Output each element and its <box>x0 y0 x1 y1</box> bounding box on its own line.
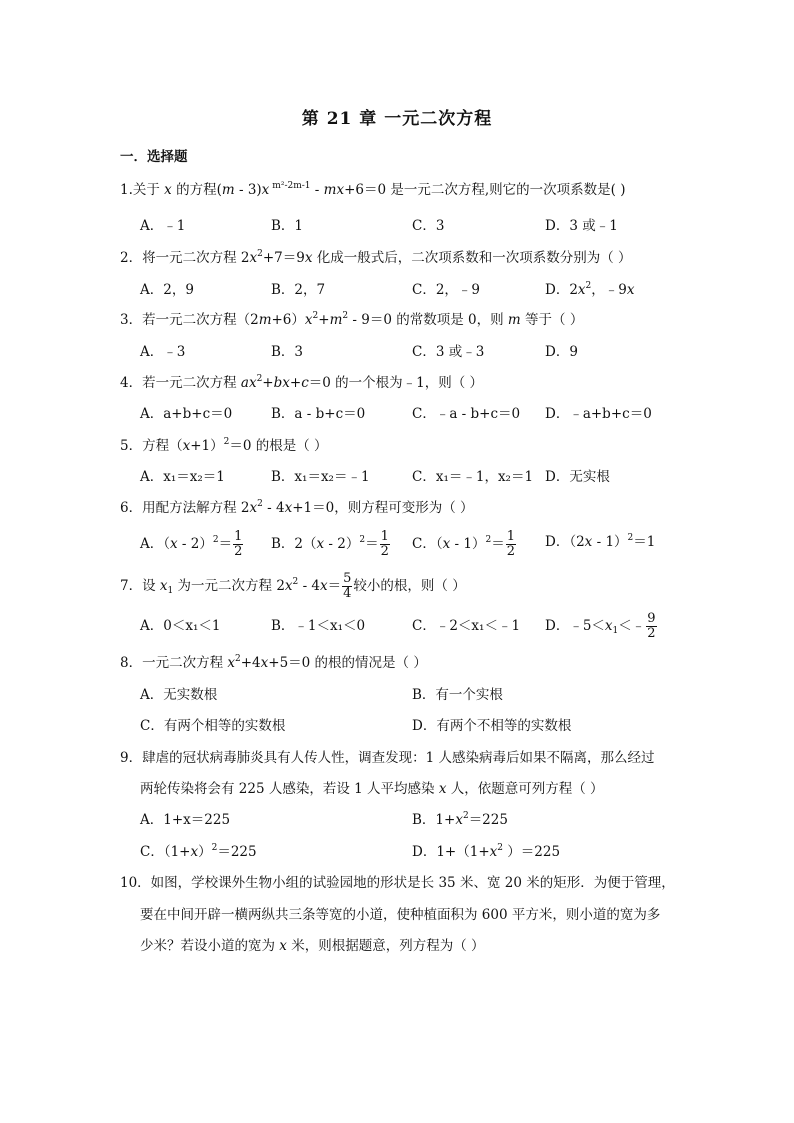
q9-option-c: C．$(1+x)^2=225$ <box>140 843 257 860</box>
q4-option-d: D．﹣a+b+c＝0 <box>545 406 652 422</box>
q2-option-b: B．2，7 <box>271 282 326 298</box>
q8-option-c: C．有两个相等的实数根 <box>140 718 286 734</box>
q7-option-d: D．$﹣5<x_1<﹣$ $\frac{9}{2}$ <box>545 611 656 641</box>
q5-option-b: B．x₁＝x₂＝﹣1 <box>271 469 370 485</box>
fraction: $\frac{1}{2}$ <box>380 529 389 559</box>
q3-option-d: D．9 <box>545 344 578 360</box>
fraction: $\frac{1}{2}$ <box>234 529 243 559</box>
question-10-line-1: 10．如图，学校课外生物小组的试验园地的形状是长 35 米、宽 20 米的矩形．为便于管理， <box>120 875 675 891</box>
q9-option-a: A．1+x＝225 <box>140 812 231 828</box>
q4-option-c: C．﹣a - b+c＝0 <box>412 406 521 422</box>
question-1: 1.关于 x 的方程(m - 3)x $^{m^2-2m-1}$ - mx+6＝0 是一元二次方程,则它的一次项系数是( ) <box>120 181 626 198</box>
q7-option-b: B．﹣1＜x₁＜0 <box>271 618 366 634</box>
question-2: 2．将一元二次方程 $2x^2+7=9x$ 化成一般式后，二次项系数和一次项系数分别为（ ） <box>120 249 632 266</box>
section-heading: 一．选择题 <box>120 149 188 165</box>
q8-option-a: A．无实数根 <box>140 687 218 703</box>
question-6: 6．用配方法解方程 $2x^2 - 4x+1=0$，则方程可变形为（ ） <box>120 499 474 516</box>
fraction: $\frac{5}{4}$ <box>343 571 352 601</box>
question-4: 4．若一元二次方程 $ax^2+bx+c=0$ 的一个根为﹣1，则（ ） <box>120 374 484 391</box>
fraction: $\frac{9}{2}$ <box>647 611 656 641</box>
fraction: $\frac{1}{2}$ <box>506 529 515 559</box>
q2-option-d: D．$2x^2$，﹣9x <box>545 281 635 298</box>
q1-option-a: A．﹣1 <box>140 218 186 234</box>
q4-option-b: B．a - b+c＝0 <box>271 406 366 422</box>
q6-option-b: B．2（x - 2）$^2$＝ $\frac{1}{2}$ <box>271 529 389 559</box>
q8-option-b: B．有一个实根 <box>412 687 503 703</box>
q3-option-c: C．3 或﹣3 <box>412 344 485 360</box>
q5-option-a: A．x₁＝x₂＝1 <box>140 469 225 485</box>
question-10-line-2: 要在中间开辟一横两纵共三条等宽的小道，使种植面积为 600 平方米，则小道的宽为多 <box>140 907 661 923</box>
q5-option-c: C．x₁＝﹣1，x₂＝1 <box>412 469 534 485</box>
q6-option-a: A．（x - 2）$^2$＝ $\frac{1}{2}$ <box>140 529 243 559</box>
q9-option-d: D．$1+(1+x^2$ ）＝225 <box>412 843 561 860</box>
q9-option-b: B．$1+x^2=225$ <box>412 811 508 828</box>
q5-option-d: D．无实根 <box>545 469 610 485</box>
q1-option-d: D．3 或﹣1 <box>545 218 618 234</box>
question-5: 5．方程$(x+1)^2=0$ 的根是（ ） <box>120 437 328 454</box>
q2-option-c: C．2，﹣9 <box>412 282 481 298</box>
q8-option-d: D．有两个不相等的实数根 <box>412 718 572 734</box>
q3-option-b: B．3 <box>271 344 304 360</box>
question-7: 7．设 $x_1$ 为一元二次方程 $2x^2 - 4x=$ $\frac{5}{4}$ 较小的根，则（ ） <box>120 571 466 601</box>
chapter-title: 第 21 章 一元二次方程 <box>301 109 493 129</box>
question-8: 8．一元二次方程 $x^2+4x+5=0$ 的根的情况是（ ） <box>120 654 427 671</box>
question-9-line-2: 两轮传染将会有 225 人感染，若设 1 人平均感染 x 人，依题意可列方程（ ） <box>140 781 604 797</box>
q3-option-a: A．﹣3 <box>140 344 186 360</box>
q6-option-d: D．（2x - 1）$^2$＝1 <box>545 533 656 550</box>
q1-option-c: C．3 <box>412 218 445 234</box>
question-3: 3．若一元二次方程$(2m+6)x^2+m^2 - 9=0$ 的常数项是 0，则 m 等于（ ） <box>120 311 584 328</box>
q6-option-c: C．（x - 1）$^2$＝ $\frac{1}{2}$ <box>412 529 515 559</box>
question-10-line-3: 少米？若设小道的宽为 x 米，则根据题意，列方程为（ ） <box>140 938 485 954</box>
question-9-line-1: 9．肆虐的冠状病毒肺炎具有人传人性，调查发现：1 人感染病毒后如果不隔离，那么经过 <box>120 750 655 766</box>
q1-option-b: B．1 <box>271 218 304 234</box>
q7-option-c: C．﹣2＜x₁＜﹣1 <box>412 618 521 634</box>
q7-option-a: A．0＜x₁＜1 <box>140 618 221 634</box>
q2-option-a: A．2，9 <box>140 282 194 298</box>
q4-option-a: A．a+b+c＝0 <box>140 406 233 422</box>
